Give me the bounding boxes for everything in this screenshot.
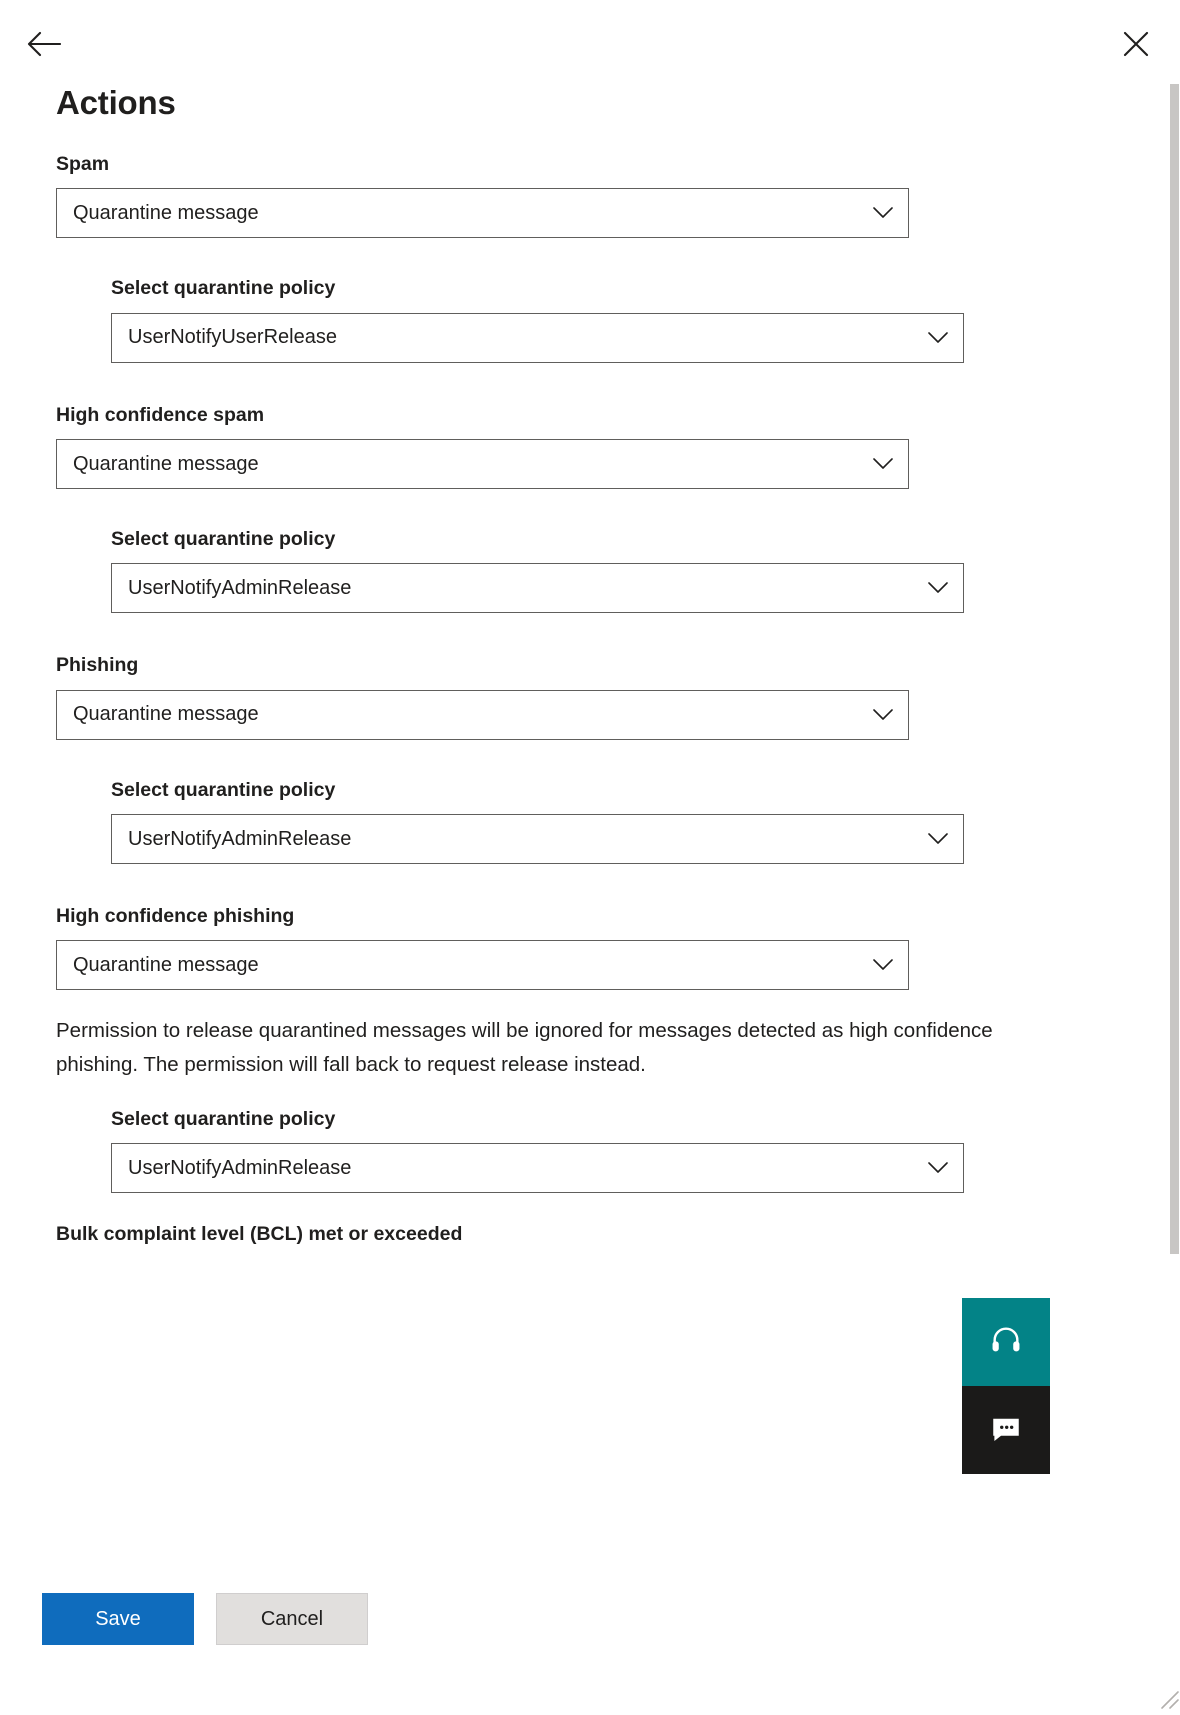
field-label-high-confidence-spam-policy: Select quarantine policy [111, 528, 336, 551]
panel-scrollbar-thumb[interactable] [1170, 84, 1179, 1254]
chevron-down-icon [872, 954, 894, 976]
high-confidence-spam-quarantine-policy-dropdown[interactable] [111, 563, 964, 613]
save-button[interactable]: Save [42, 1593, 194, 1645]
resize-corner[interactable] [1152, 1682, 1180, 1710]
high-confidence-phishing-note: Permission to release quarantined messages will be ignored for messages detected as high confidence phishing. The permission will fall back to request release instead. [56, 1019, 993, 1076]
chevron-down-icon [927, 327, 949, 349]
field-label-high-confidence-phishing: High confidence phishing [56, 905, 295, 928]
field-label-spam: Spam [56, 153, 110, 175]
chevron-down-icon [927, 828, 949, 850]
close-icon [1123, 31, 1149, 57]
field-high-confidence-phishing [56, 904, 909, 990]
chevron-down-icon [872, 704, 894, 726]
help-widgets [962, 1298, 1050, 1474]
headset-icon [989, 1323, 1023, 1362]
field-phishing-quarantine-policy [111, 778, 964, 864]
spam-quarantine-policy-dropdown[interactable] [111, 313, 964, 363]
phishing-action-dropdown[interactable] [56, 690, 909, 740]
high-confidence-spam-action-dropdown[interactable] [56, 439, 909, 489]
field-label-high-confidence-phishing-policy: Select quarantine policy [111, 1107, 336, 1130]
field-label-spam-policy: Select quarantine policy [111, 277, 336, 300]
back-button[interactable] [22, 22, 66, 66]
field-label-bulk-complaint-level: Bulk complaint level (BCL) met or exceeded [56, 1223, 463, 1246]
panel-header [0, 0, 1180, 84]
high-confidence-spam-action-value: Quarantine message [73, 452, 259, 475]
cancel-button[interactable]: Cancel [216, 1593, 368, 1645]
field-high-confidence-spam-quarantine-policy [111, 527, 964, 613]
high-confidence-phishing-quarantine-policy-value: UserNotifyAdminRelease [128, 1156, 352, 1179]
high-confidence-spam-quarantine-policy-value: UserNotifyAdminRelease [128, 576, 352, 599]
chevron-down-icon [872, 202, 894, 224]
chat-button[interactable] [962, 1386, 1050, 1474]
phishing-quarantine-policy-dropdown[interactable] [111, 814, 964, 864]
field-high-confidence-phishing-quarantine-policy [111, 1107, 964, 1193]
phishing-quarantine-policy-value: UserNotifyAdminRelease [128, 827, 352, 850]
high-confidence-phishing-action-dropdown[interactable] [56, 940, 909, 990]
close-button[interactable] [1114, 22, 1158, 66]
support-button[interactable] [962, 1298, 1050, 1386]
field-label-phishing: Phishing [56, 654, 139, 677]
arrow-left-icon [27, 31, 61, 57]
spam-action-value: Quarantine message [73, 201, 259, 224]
field-label-phishing-policy: Select quarantine policy [111, 778, 336, 801]
spam-quarantine-policy-value: UserNotifyUserRelease [128, 326, 337, 349]
field-label-high-confidence-spam: High confidence spam [56, 403, 265, 426]
high-confidence-phishing-action-value: Quarantine message [73, 953, 259, 976]
chevron-down-icon [872, 453, 894, 475]
field-spam-quarantine-policy [111, 276, 964, 362]
phishing-action-value: Quarantine message [73, 703, 259, 726]
field-high-confidence-spam [56, 403, 909, 489]
high-confidence-phishing-quarantine-policy-dropdown[interactable] [111, 1143, 964, 1193]
page-title: Actions [56, 84, 176, 121]
field-spam [56, 152, 909, 238]
panel-scrollbar[interactable] [1168, 84, 1180, 1570]
field-phishing [56, 653, 909, 739]
chevron-down-icon [927, 1157, 949, 1179]
chat-icon [989, 1411, 1023, 1450]
spam-action-dropdown[interactable] [56, 188, 909, 238]
chevron-down-icon [927, 577, 949, 599]
panel-footer [0, 1570, 1180, 1710]
